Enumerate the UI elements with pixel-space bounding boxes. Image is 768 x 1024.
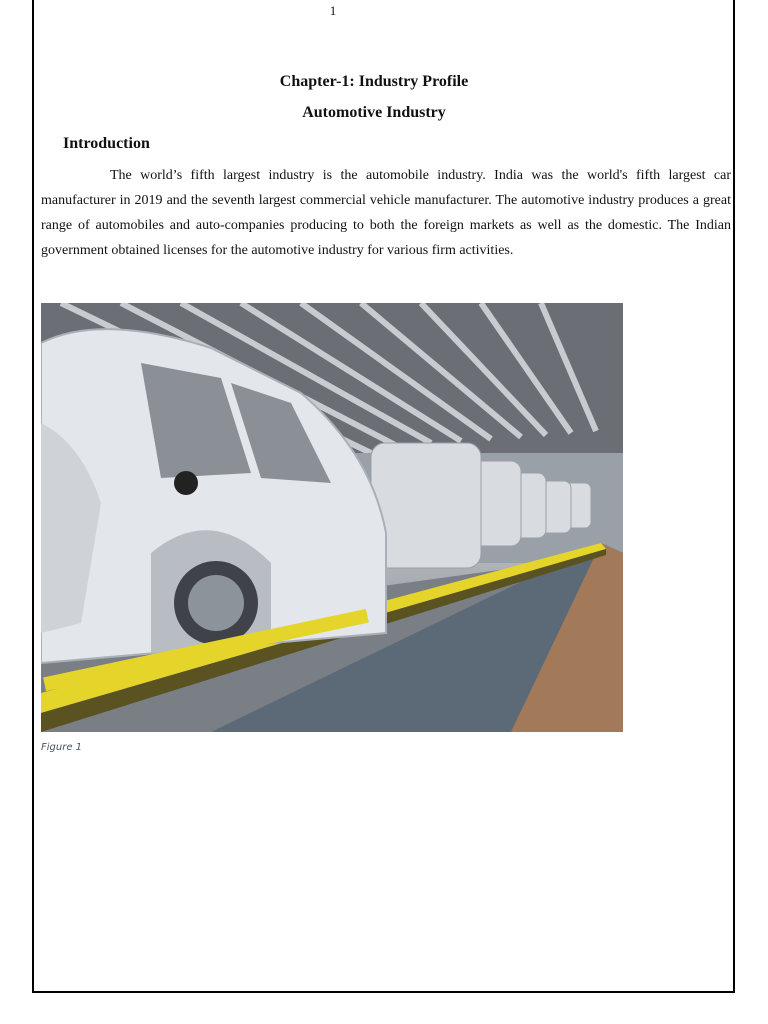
intro-paragraph: The world’s fifth largest industry is the automobile industry. India was the world's fifth largest car manufacturer in 2019 and the seventh largest commercial vehicle manufacturer. The automotive industry produces a great range of automobiles and auto-companies producing to both the foreign markets as well as the domestic. The Indian government obtained licenses for the automotive industry for various firm activities. (41, 168, 731, 258)
figure-assembly-line-image (41, 303, 623, 732)
introduction-heading: Introduction (63, 135, 150, 152)
chapter-title: Chapter-1: Industry Profile (279, 73, 469, 90)
section-subtitle: Automotive Industry (302, 104, 446, 121)
page-number: 1 (329, 3, 337, 18)
assembly-line-illustration (41, 303, 623, 732)
figure-caption: Figure 1 (41, 742, 83, 753)
document-page (32, 0, 735, 993)
